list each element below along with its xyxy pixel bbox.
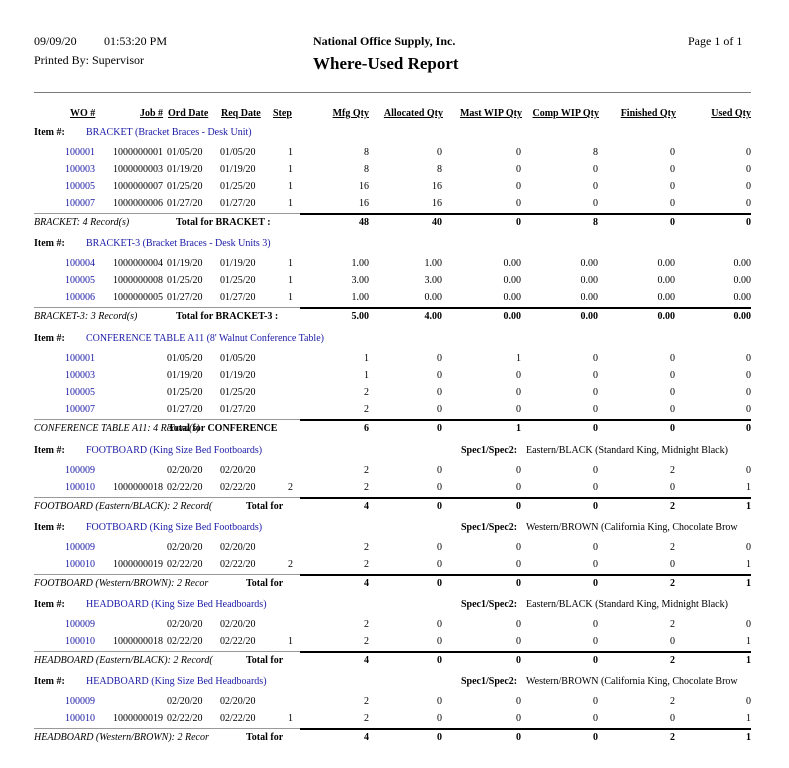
table-cell: 1000000004 bbox=[113, 258, 163, 269]
table-cell: 1000000007 bbox=[113, 181, 163, 192]
group-total-value: 1 bbox=[746, 501, 751, 512]
table-cell: 0.00 bbox=[503, 275, 521, 286]
spec-value: Western/BROWN (California King, Chocolate Brow bbox=[526, 522, 738, 533]
table-cell: 0 bbox=[593, 353, 598, 364]
work-order-link[interactable]: 100004 bbox=[65, 258, 95, 269]
table-cell: 0 bbox=[746, 696, 751, 707]
group-total-value: 0 bbox=[437, 423, 442, 434]
table-cell: 0 bbox=[516, 636, 521, 647]
work-order-link[interactable]: 100009 bbox=[65, 619, 95, 630]
table-cell: 0 bbox=[516, 696, 521, 707]
group-total-value: 0 bbox=[437, 655, 442, 666]
table-cell: 02/22/20 bbox=[220, 636, 256, 647]
table-cell: 8 bbox=[364, 164, 369, 175]
table-cell: 01/05/20 bbox=[220, 353, 256, 364]
group-total-value: 2 bbox=[670, 501, 675, 512]
table-cell: 0 bbox=[437, 619, 442, 630]
table-cell: 0 bbox=[437, 465, 442, 476]
group-total-value: 1 bbox=[746, 655, 751, 666]
table-cell: 01/05/20 bbox=[167, 353, 203, 364]
table-cell: 01/05/20 bbox=[220, 147, 256, 158]
item-label: Item #: bbox=[34, 599, 65, 610]
group-total-value: 0 bbox=[593, 423, 598, 434]
group-total-value: 0 bbox=[746, 423, 751, 434]
table-cell: 0 bbox=[516, 387, 521, 398]
work-order-link[interactable]: 100009 bbox=[65, 465, 95, 476]
table-cell: 0 bbox=[437, 696, 442, 707]
table-cell: 0 bbox=[670, 164, 675, 175]
table-cell: 2 bbox=[364, 482, 369, 493]
table-cell: 3.00 bbox=[424, 275, 442, 286]
table-cell: 1 bbox=[746, 482, 751, 493]
work-order-link[interactable]: 100007 bbox=[65, 198, 95, 209]
table-cell: 0.00 bbox=[424, 292, 442, 303]
item-link[interactable]: FOOTBOARD (King Size Bed Footboards) bbox=[86, 445, 263, 456]
table-cell: 01/19/20 bbox=[220, 370, 256, 381]
group-total-value: 0.00 bbox=[580, 311, 598, 322]
work-order-link[interactable]: 100001 bbox=[65, 353, 95, 364]
table-cell: 01/27/20 bbox=[167, 404, 203, 415]
table-cell: 0 bbox=[516, 465, 521, 476]
total-separator-bold bbox=[300, 651, 751, 653]
table-cell: 0 bbox=[437, 713, 442, 724]
table-cell: 01/27/20 bbox=[220, 404, 256, 415]
total-separator-bold bbox=[300, 419, 751, 421]
table-cell: 0 bbox=[516, 713, 521, 724]
table-cell: 2 bbox=[288, 559, 293, 570]
table-cell: 0.00 bbox=[580, 292, 598, 303]
group-total-value: 2 bbox=[670, 578, 675, 589]
table-cell: 0 bbox=[670, 713, 675, 724]
total-separator-bold bbox=[300, 497, 751, 499]
table-cell: 0 bbox=[746, 542, 751, 553]
table-cell: 8 bbox=[593, 147, 598, 158]
table-cell: 2 bbox=[364, 636, 369, 647]
work-order-link[interactable]: 100010 bbox=[65, 559, 95, 570]
table-cell: 2 bbox=[670, 696, 675, 707]
item-label: Item #: bbox=[34, 522, 65, 533]
table-cell: 0 bbox=[593, 181, 598, 192]
group-total-value: 0 bbox=[516, 578, 521, 589]
table-cell: 0 bbox=[670, 198, 675, 209]
table-cell: 02/22/20 bbox=[167, 482, 203, 493]
group-total-label: Total for bbox=[246, 501, 284, 512]
table-cell: 1000000008 bbox=[113, 275, 163, 286]
group-total-label: Total for BRACKET : bbox=[176, 217, 271, 228]
group-total-value: 0 bbox=[437, 732, 442, 743]
table-cell: 0 bbox=[593, 482, 598, 493]
table-cell: 0.00 bbox=[657, 258, 675, 269]
group-record-count: BRACKET: 4 Record(s) bbox=[34, 217, 130, 228]
table-cell: 0 bbox=[593, 164, 598, 175]
table-cell: 01/25/20 bbox=[220, 275, 256, 286]
table-cell: 0 bbox=[670, 559, 675, 570]
table-cell: 0.00 bbox=[733, 258, 751, 269]
table-cell: 02/22/20 bbox=[167, 636, 203, 647]
spec-label: Spec1/Spec2: bbox=[461, 445, 518, 456]
table-cell: 2 bbox=[288, 482, 293, 493]
table-cell: 1 bbox=[746, 713, 751, 724]
group-total-value: 4.00 bbox=[424, 311, 442, 322]
table-cell: 0.00 bbox=[503, 258, 521, 269]
table-cell: 1000000001 bbox=[113, 147, 163, 158]
table-cell: 0 bbox=[437, 636, 442, 647]
table-cell: 0.00 bbox=[657, 292, 675, 303]
work-order-link[interactable]: 100003 bbox=[65, 164, 95, 175]
report-title: Where-Used Report bbox=[313, 54, 459, 73]
table-cell: 0 bbox=[516, 370, 521, 381]
column-header: Req Date bbox=[221, 108, 261, 119]
table-cell: 02/20/20 bbox=[167, 465, 203, 476]
group-total-value: 0.00 bbox=[657, 311, 675, 322]
work-order-link[interactable]: 100001 bbox=[65, 147, 95, 158]
item-link[interactable]: BRACKET-3 (Bracket Braces - Desk Units 3) bbox=[86, 238, 271, 249]
table-cell: 2 bbox=[670, 465, 675, 476]
table-cell: 0 bbox=[437, 353, 442, 364]
total-separator-bold bbox=[300, 307, 751, 309]
item-link[interactable]: HEADBOARD (King Size Bed Headboards) bbox=[86, 676, 267, 687]
table-cell: 0 bbox=[746, 164, 751, 175]
table-cell: 0 bbox=[670, 387, 675, 398]
table-cell: 0 bbox=[593, 542, 598, 553]
item-label: Item #: bbox=[34, 445, 65, 456]
table-cell: 1.00 bbox=[351, 258, 369, 269]
table-cell: 01/19/20 bbox=[167, 164, 203, 175]
table-cell: 1000000005 bbox=[113, 292, 163, 303]
table-cell: 0 bbox=[593, 198, 598, 209]
table-cell: 0.00 bbox=[580, 258, 598, 269]
table-cell: 0 bbox=[593, 713, 598, 724]
table-cell: 0.00 bbox=[657, 275, 675, 286]
table-cell: 2 bbox=[364, 696, 369, 707]
table-cell: 0 bbox=[437, 404, 442, 415]
page-indicator: Page 1 of 1 bbox=[688, 34, 743, 48]
table-cell: 0 bbox=[516, 404, 521, 415]
table-cell: 0 bbox=[516, 181, 521, 192]
table-cell: 1000000019 bbox=[113, 713, 163, 724]
table-cell: 01/25/20 bbox=[220, 387, 256, 398]
table-cell: 0 bbox=[593, 696, 598, 707]
table-cell: 1000000018 bbox=[113, 482, 163, 493]
item-label: Item #: bbox=[34, 333, 65, 344]
table-cell: 0 bbox=[593, 465, 598, 476]
group-total-value: 0 bbox=[437, 578, 442, 589]
table-cell: 0 bbox=[746, 404, 751, 415]
work-order-link[interactable]: 100010 bbox=[65, 482, 95, 493]
item-link[interactable]: BRACKET (Bracket Braces - Desk Unit) bbox=[86, 127, 252, 138]
company-name: National Office Supply, Inc. bbox=[313, 34, 456, 48]
table-cell: 02/20/20 bbox=[220, 696, 256, 707]
table-cell: 02/20/20 bbox=[220, 465, 256, 476]
column-header: Finished Qty bbox=[620, 108, 676, 119]
item-link[interactable]: FOOTBOARD (King Size Bed Footboards) bbox=[86, 522, 263, 533]
group-total-value: 5.00 bbox=[351, 311, 369, 322]
total-separator-bold bbox=[300, 728, 751, 730]
table-cell: 01/27/20 bbox=[167, 198, 203, 209]
table-cell: 8 bbox=[364, 147, 369, 158]
table-cell: 2 bbox=[670, 619, 675, 630]
work-order-link[interactable]: 100005 bbox=[65, 275, 95, 286]
group-total-value: 0 bbox=[593, 578, 598, 589]
group-record-count: HEADBOARD (Western/BROWN): 2 Recor bbox=[34, 732, 209, 743]
spec-value: Eastern/BLACK (Standard King, Midnight Black) bbox=[526, 445, 728, 456]
table-cell: 1 bbox=[364, 353, 369, 364]
table-cell: 01/25/20 bbox=[167, 181, 203, 192]
table-cell: 01/25/20 bbox=[220, 181, 256, 192]
table-cell: 0 bbox=[746, 465, 751, 476]
column-header: Step bbox=[273, 108, 292, 119]
spec-label: Spec1/Spec2: bbox=[461, 599, 518, 610]
table-cell: 1 bbox=[516, 353, 521, 364]
table-cell: 02/22/20 bbox=[167, 713, 203, 724]
group-total-value: 2 bbox=[670, 732, 675, 743]
table-cell: 0 bbox=[437, 542, 442, 553]
item-link[interactable]: HEADBOARD (King Size Bed Headboards) bbox=[86, 599, 267, 610]
column-header: Mast WIP Qty bbox=[459, 108, 522, 119]
table-cell: 1000000003 bbox=[113, 164, 163, 175]
group-total-value: 0 bbox=[593, 655, 598, 666]
group-total-value: 1 bbox=[746, 578, 751, 589]
work-order-link[interactable]: 100005 bbox=[65, 387, 95, 398]
table-cell: 02/22/20 bbox=[167, 559, 203, 570]
group-total-value: 0 bbox=[670, 217, 675, 228]
column-header: Used Qty bbox=[711, 108, 751, 119]
spec-label: Spec1/Spec2: bbox=[461, 522, 518, 533]
group-record-count: BRACKET-3: 3 Record(s) bbox=[34, 311, 138, 322]
group-total-label: Total for bbox=[246, 578, 284, 589]
group-total-value: 6 bbox=[364, 423, 369, 434]
group-total-value: 4 bbox=[364, 732, 369, 743]
table-cell: 0 bbox=[670, 353, 675, 364]
group-total-value: 2 bbox=[670, 655, 675, 666]
table-cell: 0 bbox=[437, 387, 442, 398]
group-record-count: CONFERENCE TABLE A11: 4 Record(s) bbox=[34, 423, 200, 434]
item-link[interactable]: CONFERENCE TABLE A11 (8' Walnut Conference Table) bbox=[86, 333, 324, 344]
table-cell: 01/19/20 bbox=[167, 258, 203, 269]
table-cell: 0 bbox=[516, 198, 521, 209]
group-total-value: 4 bbox=[364, 501, 369, 512]
column-header: WO # bbox=[70, 108, 96, 119]
table-cell: 0 bbox=[593, 370, 598, 381]
table-cell: 02/20/20 bbox=[220, 542, 256, 553]
group-total-value: 0 bbox=[516, 217, 521, 228]
table-cell: 02/22/20 bbox=[220, 559, 256, 570]
table-cell: 1000000019 bbox=[113, 559, 163, 570]
table-cell: 2 bbox=[364, 465, 369, 476]
spec-value: Western/BROWN (California King, Chocolate Brow bbox=[526, 676, 738, 687]
table-cell: 1 bbox=[288, 198, 293, 209]
table-cell: 0 bbox=[516, 619, 521, 630]
work-order-link[interactable]: 100005 bbox=[65, 181, 95, 192]
table-cell: 0 bbox=[593, 387, 598, 398]
table-cell: 16 bbox=[432, 181, 442, 192]
work-order-link[interactable]: 100007 bbox=[65, 404, 95, 415]
table-cell: 1 bbox=[288, 636, 293, 647]
group-record-count: HEADBOARD (Eastern/BLACK): 2 Record( bbox=[34, 655, 213, 666]
table-cell: 01/19/20 bbox=[220, 164, 256, 175]
table-cell: 0 bbox=[437, 482, 442, 493]
group-total-value: 1 bbox=[746, 732, 751, 743]
table-cell: 2 bbox=[364, 713, 369, 724]
group-total-value: 4 bbox=[364, 655, 369, 666]
table-cell: 01/27/20 bbox=[167, 292, 203, 303]
total-separator-bold bbox=[300, 574, 751, 576]
table-cell: 0 bbox=[670, 370, 675, 381]
group-total-value: 0 bbox=[516, 732, 521, 743]
group-total-value: 0.00 bbox=[733, 311, 751, 322]
table-cell: 0 bbox=[670, 181, 675, 192]
group-total-value: 0 bbox=[746, 217, 751, 228]
table-cell: 1.00 bbox=[424, 258, 442, 269]
table-cell: 02/20/20 bbox=[167, 542, 203, 553]
table-cell: 0 bbox=[593, 636, 598, 647]
table-cell: 0 bbox=[437, 147, 442, 158]
table-cell: 0 bbox=[516, 164, 521, 175]
group-total-value: 0 bbox=[437, 501, 442, 512]
table-cell: 1 bbox=[288, 181, 293, 192]
group-record-count: FOOTBOARD (Western/BROWN): 2 Recor bbox=[34, 578, 209, 589]
table-cell: 1000000006 bbox=[113, 198, 163, 209]
table-cell: 0 bbox=[746, 147, 751, 158]
column-header: Allocated Qty bbox=[383, 108, 443, 119]
table-cell: 1 bbox=[288, 258, 293, 269]
print-date: 09/09/20 bbox=[34, 34, 77, 48]
total-separator-bold bbox=[300, 213, 751, 215]
table-cell: 02/20/20 bbox=[167, 619, 203, 630]
table-cell: 0 bbox=[746, 619, 751, 630]
group-total-value: 0 bbox=[516, 501, 521, 512]
group-record-count: FOOTBOARD (Eastern/BLACK): 2 Record( bbox=[34, 501, 213, 512]
table-cell: 0.00 bbox=[733, 292, 751, 303]
table-cell: 0 bbox=[437, 370, 442, 381]
table-cell: 0 bbox=[516, 482, 521, 493]
table-cell: 0 bbox=[670, 404, 675, 415]
work-order-link[interactable]: 100006 bbox=[65, 292, 95, 303]
group-total-value: 48 bbox=[359, 217, 369, 228]
group-total-value: 0 bbox=[593, 501, 598, 512]
group-total-label: Total for CONFERENCE bbox=[168, 423, 278, 434]
item-label: Item #: bbox=[34, 127, 65, 138]
table-cell: 0 bbox=[746, 181, 751, 192]
table-cell: 01/25/20 bbox=[167, 387, 203, 398]
header-divider bbox=[34, 92, 751, 93]
column-header: Comp WIP Qty bbox=[532, 108, 599, 119]
table-cell: 2 bbox=[670, 542, 675, 553]
table-cell: 01/19/20 bbox=[167, 370, 203, 381]
work-order-link[interactable]: 100010 bbox=[65, 713, 95, 724]
table-cell: 0 bbox=[746, 370, 751, 381]
table-cell: 0.00 bbox=[503, 292, 521, 303]
table-cell: 0 bbox=[670, 147, 675, 158]
table-cell: 1000000018 bbox=[113, 636, 163, 647]
group-total-label: Total for bbox=[246, 732, 284, 743]
print-time: 01:53:20 PM bbox=[104, 34, 168, 48]
group-total-value: 0 bbox=[593, 732, 598, 743]
table-cell: 1 bbox=[746, 636, 751, 647]
table-cell: 0 bbox=[516, 559, 521, 570]
table-cell: 02/20/20 bbox=[167, 696, 203, 707]
table-cell: 1 bbox=[288, 147, 293, 158]
group-total-value: 40 bbox=[432, 217, 442, 228]
printed-by: Printed By: Supervisor bbox=[34, 53, 144, 67]
table-cell: 2 bbox=[364, 387, 369, 398]
table-cell: 0.00 bbox=[733, 275, 751, 286]
table-cell: 1 bbox=[288, 164, 293, 175]
table-cell: 0 bbox=[670, 482, 675, 493]
table-cell: 16 bbox=[432, 198, 442, 209]
table-cell: 01/27/20 bbox=[220, 292, 256, 303]
group-total-value: 0.00 bbox=[503, 311, 521, 322]
work-order-link[interactable]: 100009 bbox=[65, 696, 95, 707]
table-cell: 0 bbox=[746, 387, 751, 398]
table-cell: 0.00 bbox=[580, 275, 598, 286]
group-total-value: 8 bbox=[593, 217, 598, 228]
group-total-value: 0 bbox=[670, 423, 675, 434]
group-total-value: 0 bbox=[516, 655, 521, 666]
table-cell: 3.00 bbox=[351, 275, 369, 286]
table-cell: 1 bbox=[288, 713, 293, 724]
spec-label: Spec1/Spec2: bbox=[461, 676, 518, 687]
table-cell: 0 bbox=[670, 636, 675, 647]
column-header: Ord Date bbox=[168, 108, 209, 119]
table-cell: 0 bbox=[516, 542, 521, 553]
table-cell: 02/22/20 bbox=[220, 482, 256, 493]
table-cell: 01/19/20 bbox=[220, 258, 256, 269]
table-cell: 2 bbox=[364, 404, 369, 415]
table-cell: 0 bbox=[516, 147, 521, 158]
table-cell: 02/20/20 bbox=[220, 619, 256, 630]
table-cell: 8 bbox=[437, 164, 442, 175]
group-total-label: Total for BRACKET-3 : bbox=[176, 311, 279, 322]
table-cell: 2 bbox=[364, 559, 369, 570]
group-total-value: 1 bbox=[516, 423, 521, 434]
work-order-link[interactable]: 100009 bbox=[65, 542, 95, 553]
table-cell: 2 bbox=[364, 542, 369, 553]
work-order-link[interactable]: 100003 bbox=[65, 370, 95, 381]
table-cell: 02/22/20 bbox=[220, 713, 256, 724]
table-cell: 0 bbox=[437, 559, 442, 570]
table-cell: 1 bbox=[288, 292, 293, 303]
group-total-value: 4 bbox=[364, 578, 369, 589]
table-cell: 16 bbox=[359, 198, 369, 209]
item-label: Item #: bbox=[34, 238, 65, 249]
table-cell: 1 bbox=[746, 559, 751, 570]
column-header: Mfg Qty bbox=[332, 108, 369, 119]
work-order-link[interactable]: 100010 bbox=[65, 636, 95, 647]
table-cell: 01/25/20 bbox=[167, 275, 203, 286]
item-label: Item #: bbox=[34, 676, 65, 687]
group-total-label: Total for bbox=[246, 655, 284, 666]
table-cell: 01/05/20 bbox=[167, 147, 203, 158]
table-cell: 16 bbox=[359, 181, 369, 192]
table-cell: 01/27/20 bbox=[220, 198, 256, 209]
table-cell: 0 bbox=[746, 353, 751, 364]
table-cell: 1.00 bbox=[351, 292, 369, 303]
table-cell: 0 bbox=[593, 559, 598, 570]
table-cell: 1 bbox=[364, 370, 369, 381]
table-cell: 0 bbox=[593, 404, 598, 415]
table-cell: 0 bbox=[746, 198, 751, 209]
table-cell: 1 bbox=[288, 275, 293, 286]
table-cell: 0 bbox=[593, 619, 598, 630]
table-cell: 2 bbox=[364, 619, 369, 630]
column-header: Job # bbox=[140, 108, 164, 119]
spec-value: Eastern/BLACK (Standard King, Midnight Black) bbox=[526, 599, 728, 610]
